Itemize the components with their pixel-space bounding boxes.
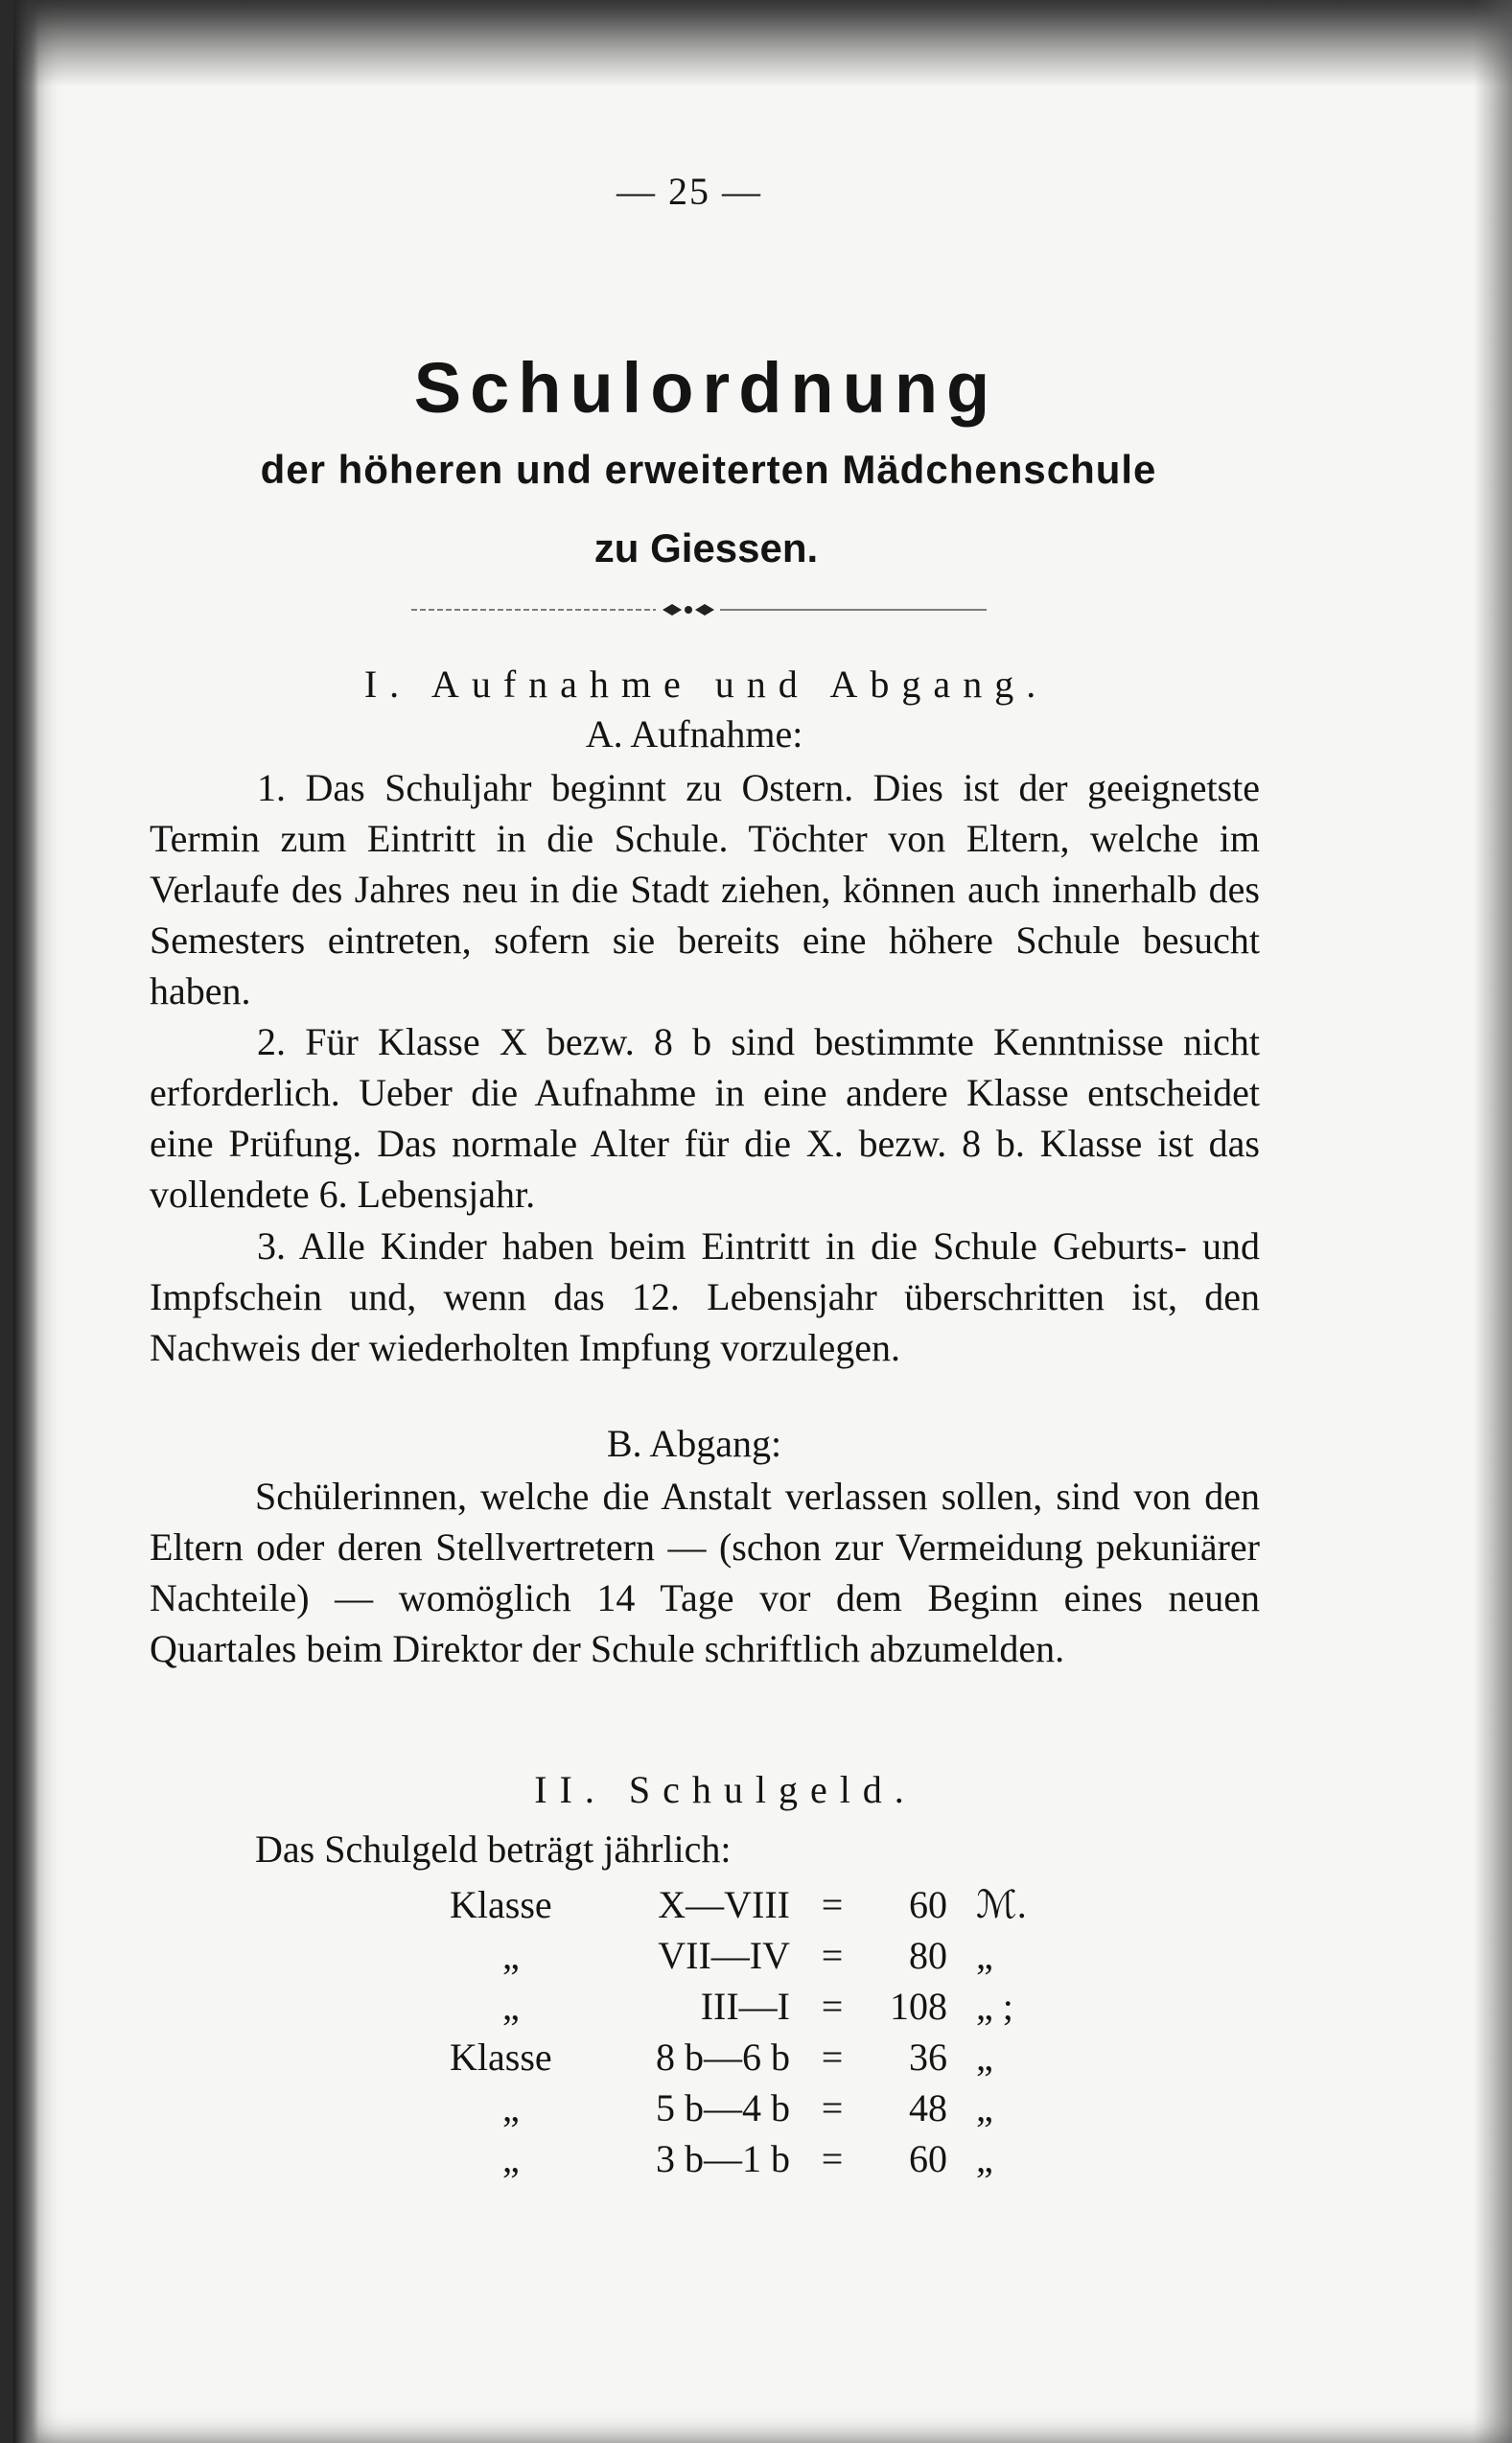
- fee-unit: „: [976, 2036, 993, 2079]
- paragraph-2: 2. Für Klasse X bezw. 8 b sind bestimmte Kenntnisse nicht erforderlich. Ueber die Aufnahme in eine andere Klasse entscheidet eine Prüfung. Das normale Alter für die X. bezw. 8 b. Klasse ist das vollendete 6. Lebensjahr.: [150, 1020, 1260, 1216]
- section-heading-aufnahme-abgang: I. Aufnahme und Abgang.: [363, 663, 1049, 706]
- fee-equals: =: [821, 2137, 844, 2180]
- fee-unit: „: [976, 1934, 993, 1977]
- subheading-abgang: B. Abgang:: [606, 1422, 782, 1465]
- right-scan-shadow: [1474, 0, 1512, 2443]
- fee-label: „: [502, 2086, 520, 2129]
- fee-unit: ℳ.: [976, 1883, 1027, 1926]
- fee-amount: 60: [909, 2137, 947, 2180]
- subheading-aufnahme: A. Aufnahme:: [585, 712, 803, 756]
- fee-unit: „ ;: [976, 1985, 1013, 2028]
- fee-amount: 48: [909, 2086, 947, 2129]
- fees-intro: Das Schulgeld beträgt jährlich:: [255, 1827, 732, 1871]
- document-title: Schulordnung: [413, 348, 999, 428]
- fee-equals: =: [821, 2036, 844, 2079]
- paragraph-3: 3. Alle Kinder haben beim Eintritt in die Schule Geburts- und Impfschein und, wenn das 12. Lebensjahr überschritten ist, den Nachweis der wiederholten Impfung vorzulegen.: [150, 1224, 1260, 1369]
- fee-equals: =: [821, 2086, 844, 2129]
- fee-range: 5 b—4 b: [656, 2086, 790, 2129]
- top-scan-shadow: [13, 0, 1512, 86]
- fee-label: Klasse: [450, 1883, 552, 1926]
- document-subtitle: der höheren und erweiterten Mädchenschule: [260, 447, 1157, 492]
- fee-row: [450, 2082, 1043, 2133]
- fee-row: [450, 2133, 1043, 2184]
- fee-range: VII—IV: [658, 1934, 790, 1977]
- fee-label: „: [502, 1985, 520, 2028]
- fee-range: 8 b—6 b: [656, 2036, 790, 2079]
- book-page: [13, 0, 1512, 2443]
- fee-amount: 108: [890, 1985, 947, 2028]
- fee-range: 3 b—1 b: [656, 2137, 790, 2180]
- fee-unit: „: [976, 2137, 993, 2180]
- fee-label: Klasse: [450, 2036, 552, 2079]
- fee-equals: =: [821, 1883, 844, 1926]
- fee-unit: „: [976, 2086, 993, 2129]
- fee-equals: =: [821, 1985, 844, 2028]
- fee-amount: 36: [909, 2036, 947, 2079]
- fee-amount: 80: [909, 1934, 947, 1977]
- page-number: — 25 —: [616, 170, 762, 213]
- fee-row: [450, 1930, 1043, 1981]
- fee-row: [450, 2032, 1043, 2082]
- fee-row: [450, 1981, 1043, 2032]
- document-subtitle-place: zu Giessen.: [593, 525, 819, 570]
- fee-row: [450, 1879, 1043, 1930]
- fee-amount: 60: [909, 1883, 947, 1926]
- fee-range: X—VIII: [658, 1883, 790, 1926]
- paragraph-abgang: Schülerinnen, welche die Anstalt verlassen sollen, sind von den Eltern oder deren Stellvertretern — (schon zur Vermeidung pekuniärer Nachteile) — womöglich 14 Tage vor dem Beginn eines neuen Quartales beim Direktor der Schule schriftlich abzumelden.: [150, 1475, 1260, 1670]
- ornament-divider: [411, 602, 987, 617]
- section-heading-schulgeld: II. Schulgeld.: [534, 1768, 917, 1811]
- fee-equals: =: [821, 1934, 844, 1977]
- fees-table: [450, 1879, 1043, 2184]
- fee-label: „: [502, 1934, 520, 1977]
- fee-label: „: [502, 2137, 520, 2180]
- fee-range: III—I: [700, 1985, 790, 2028]
- paragraph-1: 1. Das Schuljahr beginnt zu Ostern. Dies ist der geeignetste Termin zum Eintritt in die Schule. Töchter von Eltern, welche im Verlaufe des Jahres neu in die Stadt ziehen, können auch innerhalb des Semesters eintreten, sofern sie bereits eine höhere Schule besucht haben.: [150, 766, 1260, 1012]
